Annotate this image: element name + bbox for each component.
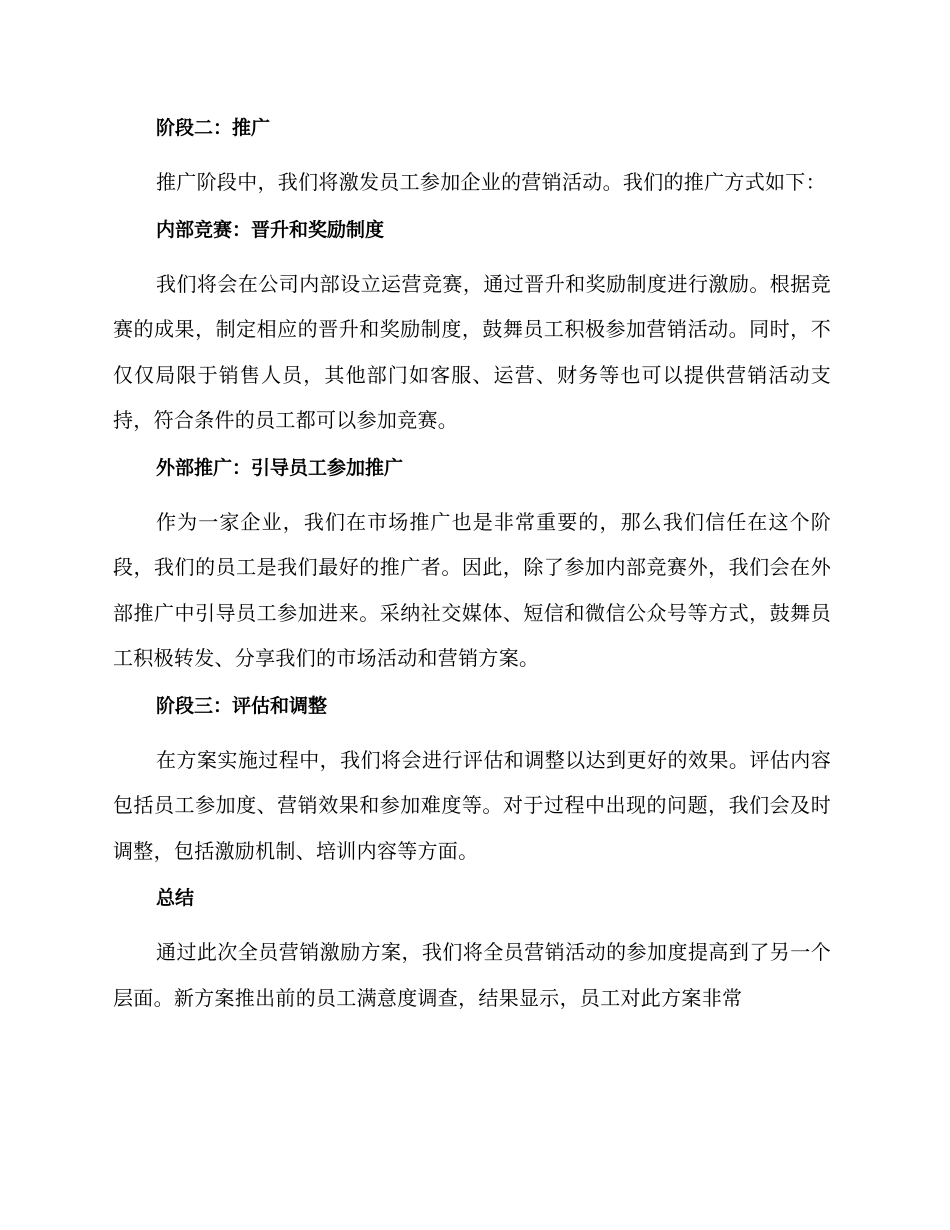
paragraph-summary: 通过此次全员营销激励方案，我们将全员营销活动的参加度提高到了另一个层面。新方案推出前的员工满意度调查，结果显示，员工对此方案非常	[113, 940, 831, 1010]
section-heading-summary: 总结	[156, 887, 195, 909]
section-heading-internal-competition: 内部竞赛：晋升和奖励制度	[156, 218, 385, 241]
document-page	[113, 110, 831, 1027]
paragraph-external-promotion: 作为一家企业，我们在市场推广也是非常重要的，那么我们信任在这个阶段，我们的员工是我们最好的推广者。因此，除了参加内部竞赛外，我们会在外部推广中引导员工参加进来。采纳社交媒体、短信和微信公众号等方式，鼓舞员工积极转发、分享我们的市场活动和营销方案。	[113, 509, 831, 670]
section-heading-stage-two: 阶段二：推广	[156, 117, 271, 139]
paragraph-evaluation: 在方案实施过程中，我们将会进行评估和调整以达到更好的效果。评估内容包括员工参加度、营销效果和参加难度等。对于过程中出现的问题，我们会及时调整，包括激励机制、培训内容等方面。	[113, 747, 831, 863]
paragraph-promotion-intro: 推广阶段中，我们将激发员工参加企业的营销活动。我们的推广方式如下：	[156, 170, 826, 194]
paragraph-internal-competition: 我们将会在公司内部设立运营竞赛，通过晋升和奖励制度进行激励。根据竞赛的成果，制定相应的晋升和奖励制度，鼓舞员工积极参加营销活动。同时，不仅仅局限于销售人员，其他部门如客服、运营、财务等也可以提供营销活动支持，符合条件的员工都可以参加竞赛。	[113, 271, 831, 432]
section-heading-stage-three: 阶段三：评估和调整	[156, 694, 328, 717]
section-heading-external-promotion: 外部推广：引导员工参加推广	[156, 456, 404, 479]
